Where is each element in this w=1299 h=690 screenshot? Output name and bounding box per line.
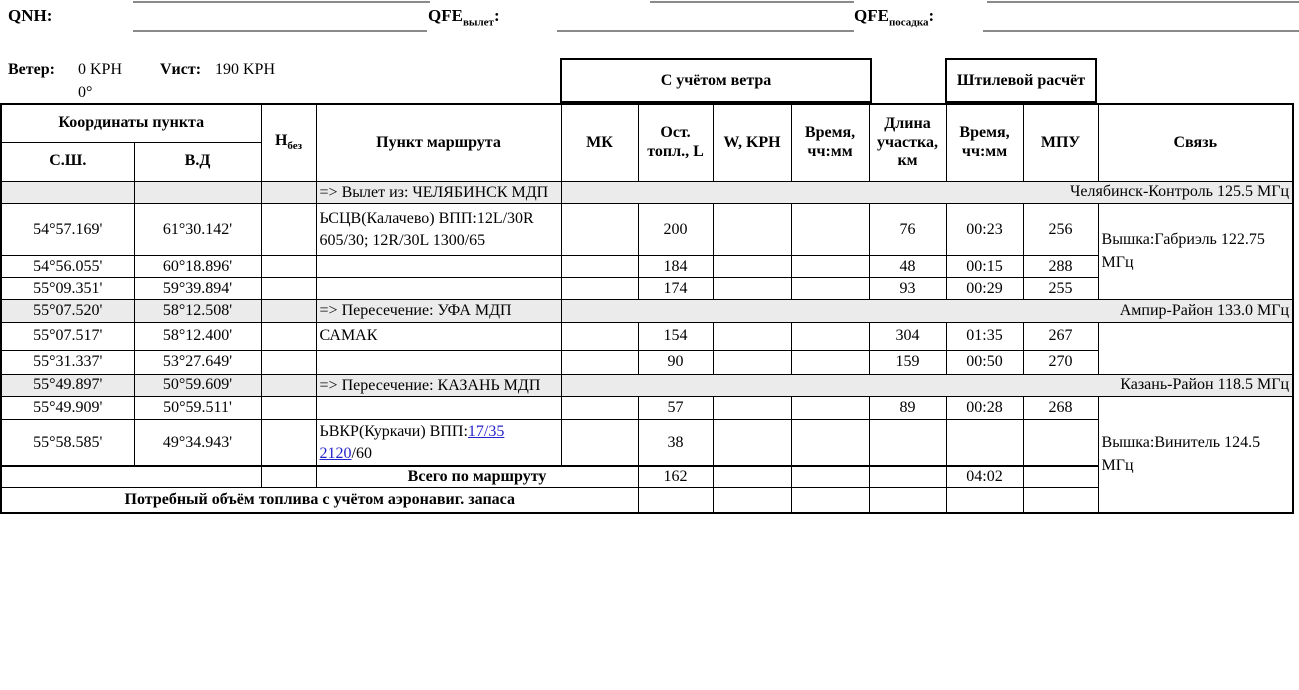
time-calm-header: Время, чч:мм: [946, 104, 1023, 181]
leg-length: 48: [869, 256, 946, 278]
table-row: [1, 397, 1293, 420]
lon: 59°39.894': [134, 278, 261, 300]
fuel-remaining: 90: [638, 350, 713, 374]
hbez: [261, 181, 316, 204]
fuel-remaining: 184: [638, 256, 713, 278]
fuel-remaining: 162: [638, 466, 713, 488]
section-frequency: Казань-Район 118.5 МГц: [561, 374, 1293, 397]
leg-length: 89: [869, 397, 946, 420]
section-waypoint: => Пересечение: КАЗАНЬ МДП: [316, 374, 561, 397]
waypoint: [316, 350, 561, 374]
wind-speed: [713, 466, 791, 488]
wind-speed: [713, 420, 791, 466]
runway-link[interactable]: 17/35 2120: [319, 422, 505, 462]
mk: [561, 256, 638, 278]
mpu: 270: [1023, 350, 1098, 374]
hbez: [261, 204, 316, 256]
waypoint: [316, 278, 561, 300]
wind-speed-value: 0 KPH: [78, 61, 123, 78]
section-frequency: Ампир-Район 133.0 МГц: [561, 300, 1293, 323]
mpu: [1023, 420, 1098, 466]
time-calm: [946, 488, 1023, 513]
section-waypoint: => Пересечение: УФА МДП: [316, 300, 561, 323]
lat: 55°49.909': [1, 397, 134, 420]
section-waypoint: => Вылет из: ЧЕЛЯБИНСК МДП: [316, 181, 561, 204]
time-calm: 00:29: [946, 278, 1023, 300]
time-wind: [791, 350, 869, 374]
wind-speed: [713, 256, 791, 278]
leg-length: [869, 466, 946, 488]
waypoint: [316, 256, 561, 278]
wind-speed: [713, 322, 791, 350]
tas-value: 190 KPH: [215, 61, 276, 78]
calm-calc-banner: Штилевой расчёт: [945, 58, 1097, 103]
wind-speed: [713, 488, 791, 513]
wind-label: Ветер:: [8, 61, 55, 78]
with-wind-banner: С учётом ветра: [560, 58, 872, 103]
lon: 60°18.896': [134, 256, 261, 278]
time-calm: 00:23: [946, 204, 1023, 256]
leg-length: 159: [869, 350, 946, 374]
lat: 55°07.517': [1, 322, 134, 350]
waypoint-text: ЬВКР(Куркачи) ВПП:: [319, 422, 468, 440]
mk: [561, 204, 638, 256]
waypoint: [316, 397, 561, 420]
comms: Вышка:Габриэль 122.75 МГц: [1098, 204, 1293, 300]
hbez-header: $Н_{без}$: [261, 104, 316, 181]
blank-line-top-middle: [650, 1, 854, 3]
hbez: [261, 350, 316, 374]
hbez: [261, 322, 316, 350]
lon: 58°12.508': [134, 300, 261, 323]
blank-line-top-left: [133, 1, 430, 3]
qnh-blank-field: [133, 30, 427, 32]
mk: [561, 397, 638, 420]
comms: [1098, 322, 1293, 374]
time-wind: [791, 204, 869, 256]
hbez: [261, 466, 316, 488]
lat: 55°49.897': [1, 374, 134, 397]
time-wind-header: Время, чч:мм: [791, 104, 869, 181]
time-wind: [791, 488, 869, 513]
time-calm: 00:50: [946, 350, 1023, 374]
required-fuel-label: Потребный объём топлива с учётом аэронавиг. запаса: [1, 488, 638, 513]
qnh-label: QNH:: [8, 6, 53, 25]
flight-plan-table: [0, 103, 1294, 514]
fuel-remaining: 154: [638, 322, 713, 350]
time-calm: 00:15: [946, 256, 1023, 278]
time-calm: 00:28: [946, 397, 1023, 420]
fuel-header: Ост. топл., L: [638, 104, 713, 181]
mk: [561, 322, 638, 350]
table-header-row-1: [1, 104, 1293, 142]
qfe-departure-label: $QFE_{вылет}$:: [428, 6, 500, 29]
fuel-remaining: 57: [638, 397, 713, 420]
wind-direction-value: 0°: [78, 84, 93, 101]
table-row: [1, 374, 1293, 397]
lon: 53°27.649': [134, 350, 261, 374]
lon: 58°12.400': [134, 322, 261, 350]
time-calm: 04:02: [946, 466, 1023, 488]
leg-length: [869, 488, 946, 513]
time-calm: [946, 420, 1023, 466]
time-wind: [791, 466, 869, 488]
mk: [561, 350, 638, 374]
mpu-header: МПУ: [1023, 104, 1098, 181]
lat: 55°58.585': [1, 420, 134, 466]
lon-header: В.Д: [134, 142, 261, 181]
mpu: 268: [1023, 397, 1098, 420]
lon: 49°34.943': [134, 420, 261, 466]
tas-label: Vист:: [160, 61, 202, 78]
leg-length-header: Длина участка, км: [869, 104, 946, 181]
fuel-remaining: 174: [638, 278, 713, 300]
mpu: 256: [1023, 204, 1098, 256]
mpu: 288: [1023, 256, 1098, 278]
comms: Вышка:Винитель 124.5 МГц: [1098, 397, 1293, 513]
lat: 54°56.055': [1, 256, 134, 278]
time-calm: 01:35: [946, 322, 1023, 350]
lon: 61°30.142': [134, 204, 261, 256]
mk: [561, 278, 638, 300]
mk: [561, 420, 638, 466]
hbez: [261, 256, 316, 278]
section-frequency: Челябинск-Контроль 125.5 МГц: [561, 181, 1293, 204]
waypoint-header: Пункт маршрута: [316, 104, 561, 181]
wind-speed: [713, 204, 791, 256]
leg-length: 304: [869, 322, 946, 350]
wind-speed: [713, 278, 791, 300]
fuel-remaining: [638, 488, 713, 513]
blank-line-top-right: [987, 1, 1299, 3]
fuel-remaining: 200: [638, 204, 713, 256]
lon: 50°59.511': [134, 397, 261, 420]
hbez: [261, 300, 316, 323]
hbez: [261, 278, 316, 300]
leg-length: 93: [869, 278, 946, 300]
waypoint: САМАК: [316, 322, 561, 350]
waypoint-text-suffix: /60: [351, 444, 372, 462]
lat-header: С.Ш.: [1, 142, 134, 181]
qfe-arrival-blank-field: [983, 30, 1299, 32]
lon: [134, 181, 261, 204]
table-row: [1, 300, 1293, 323]
mpu: [1023, 488, 1098, 513]
waypoint: [316, 420, 561, 466]
mpu: [1023, 466, 1098, 488]
lat: 55°31.337': [1, 350, 134, 374]
comms-header: Связь: [1098, 104, 1293, 181]
table-row: [1, 322, 1293, 350]
waypoint: ЬСЦВ(Калачево) ВПП:12L/30R 605/30; 12R/30L 1300/65: [316, 204, 561, 256]
lat: [1, 181, 134, 204]
leg-length: 76: [869, 204, 946, 256]
fuel-remaining: 38: [638, 420, 713, 466]
lat: 55°09.351': [1, 278, 134, 300]
qfe-departure-blank-field: [557, 30, 854, 32]
hbez: [261, 374, 316, 397]
time-wind: [791, 420, 869, 466]
leg-length: [869, 420, 946, 466]
lat: 55°07.520': [1, 300, 134, 323]
table-row: [1, 181, 1293, 204]
mpu: 255: [1023, 278, 1098, 300]
time-wind: [791, 278, 869, 300]
wind-header: W, KPH: [713, 104, 791, 181]
lat: 54°57.169': [1, 204, 134, 256]
total-label: Всего по маршруту: [316, 466, 638, 488]
mk-header: МК: [561, 104, 638, 181]
wind-speed: [713, 350, 791, 374]
hbez: [261, 420, 316, 466]
time-wind: [791, 397, 869, 420]
time-wind: [791, 322, 869, 350]
qfe-arrival-label: $QFE_{посадка}$:: [854, 6, 935, 29]
lon: 50°59.609': [134, 374, 261, 397]
time-wind: [791, 256, 869, 278]
hbez: [261, 397, 316, 420]
wind-speed: [713, 397, 791, 420]
table-row: [1, 204, 1293, 256]
mpu: 267: [1023, 322, 1098, 350]
coords-group-header: Координаты пункта: [1, 104, 261, 142]
coords-empty: [1, 466, 261, 488]
